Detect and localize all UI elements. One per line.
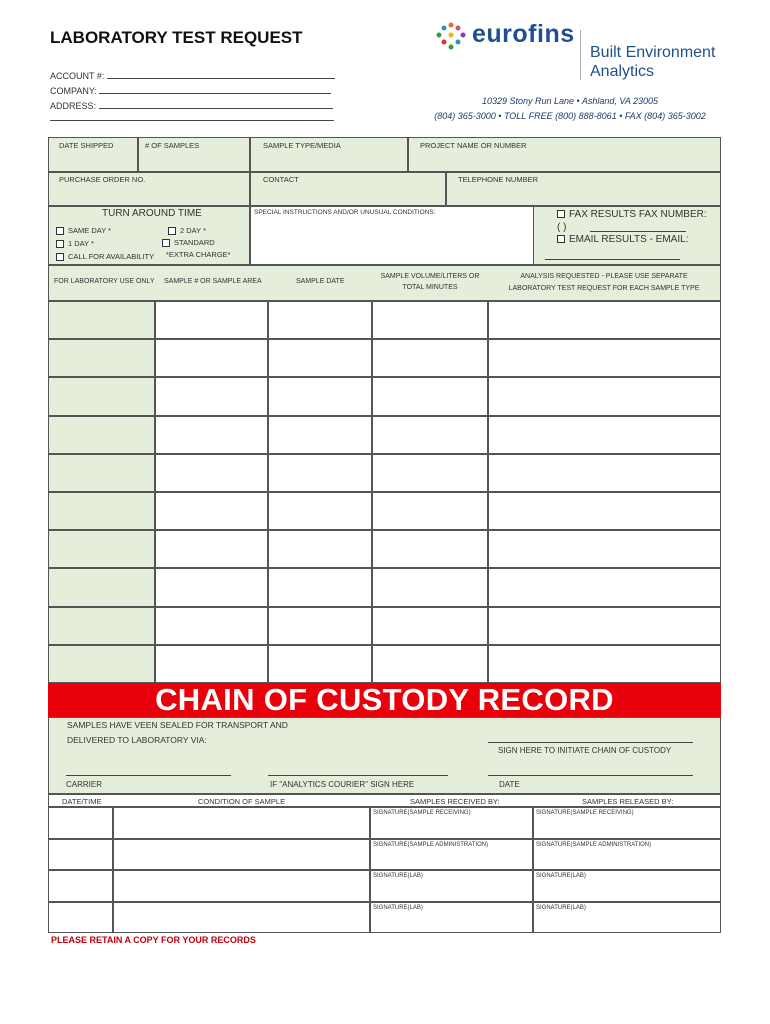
sample-entry-cell[interactable] [268, 492, 372, 530]
sample-entry-cell[interactable] [155, 377, 268, 415]
released-by-cell[interactable] [533, 807, 721, 839]
standard-label: STANDARD [174, 238, 215, 247]
sample-type-label: SAMPLE TYPE/MEDIA [263, 141, 341, 150]
signature-label: SIGNATURE(SAMPLE RECEIVING) [536, 810, 634, 816]
carrier-line[interactable] [66, 775, 231, 776]
condition-cell[interactable] [113, 902, 370, 934]
num-samples-label: # OF SAMPLES [145, 141, 200, 150]
sample-entry-cell[interactable] [372, 416, 488, 454]
datetime-cell[interactable] [48, 839, 113, 871]
signature-label: SIGNATURE(SAMPLE RECEIVING) [373, 810, 471, 816]
condition-header: CONDITION OF SAMPLE [198, 797, 286, 806]
sample-entry-cell[interactable] [155, 339, 268, 377]
sample-entry-cell[interactable] [155, 568, 268, 606]
purchase-order-label: PURCHASE ORDER NO. [59, 175, 146, 184]
address-label: ADDRESS: [50, 101, 97, 111]
sample-entry-cell[interactable] [268, 454, 372, 492]
analysis-requested-header: ANALYSIS REQUESTED - PLEASE USE SEPARATE LABORATORY TEST REQUEST FOR EACH SAMPLE TYPE [508, 273, 700, 292]
email-address-line[interactable] [545, 259, 680, 260]
standard-checkbox[interactable] [162, 239, 170, 247]
sample-entry-cell[interactable] [268, 301, 372, 339]
signature-label: SIGNATURE(LAB) [536, 904, 586, 911]
company-label: COMPANY: [50, 86, 97, 96]
tat-standard-option[interactable] [162, 238, 215, 247]
sample-entry-cell[interactable] [488, 645, 721, 683]
company-field[interactable] [50, 85, 331, 96]
datetime-header: DATE/TIME [62, 797, 102, 806]
lab-use-cell [48, 645, 155, 683]
received-by-cell[interactable] [370, 807, 533, 839]
email-results-option[interactable] [557, 234, 688, 245]
retain-copy-note: PLEASE RETAIN A COPY FOR YOUR RECORDS [51, 935, 256, 945]
extra-charge-note: *EXTRA CHARGE* [166, 250, 231, 259]
received-by-cell[interactable] [370, 870, 533, 902]
fax-paren: ( ) [557, 222, 567, 233]
sample-entry-cell[interactable] [372, 530, 488, 568]
lab-use-cell [48, 416, 155, 454]
signature-label: SIGNATURE(LAB) [373, 904, 423, 911]
fax-number-line[interactable] [590, 231, 686, 232]
email-results-checkbox[interactable] [557, 235, 565, 243]
call-availability-checkbox[interactable] [56, 253, 64, 261]
released-by-cell[interactable] [533, 839, 721, 871]
sample-entry-cell[interactable] [488, 377, 721, 415]
one-day-checkbox[interactable] [56, 240, 64, 248]
tat-same-day-option[interactable] [56, 226, 111, 235]
call-availability-label: CALL FOR AVAILABILITY [68, 252, 155, 261]
lab-use-cell [48, 530, 155, 568]
address-line-2[interactable] [50, 120, 334, 121]
two-day-label: 2 DAY * [180, 226, 206, 235]
sample-entry-cell[interactable] [488, 607, 721, 645]
sample-entry-cell[interactable] [488, 454, 721, 492]
same-day-checkbox[interactable] [56, 227, 64, 235]
lab-use-cell [48, 492, 155, 530]
sample-entry-cell[interactable] [372, 377, 488, 415]
sample-entry-cell[interactable] [155, 454, 268, 492]
sample-entry-cell[interactable] [155, 301, 268, 339]
contact-label: CONTACT [263, 175, 299, 184]
signature-label: SIGNATURE(LAB) [536, 873, 586, 879]
lab-use-header: FOR LABORATORY USE ONLY [54, 278, 155, 285]
telephone-label: TELEPHONE NUMBER [458, 175, 539, 184]
sample-entry-cell[interactable] [155, 645, 268, 683]
released-by-cell[interactable] [533, 870, 721, 902]
brand-subtitle-line2: Analytics [590, 63, 655, 80]
sample-entry-cell[interactable] [268, 377, 372, 415]
eurofins-logo-icon [435, 22, 467, 50]
account-input-line[interactable] [107, 70, 335, 79]
sample-entry-cell[interactable] [372, 454, 488, 492]
condition-cell[interactable] [113, 870, 370, 902]
sign-here-label: SIGN HERE TO INITIATE CHAIN OF CUSTODY [498, 746, 672, 755]
same-day-label: SAME DAY * [68, 226, 112, 235]
condition-cell[interactable] [113, 807, 370, 839]
sample-entry-cell[interactable] [372, 568, 488, 606]
released-by-cell[interactable] [533, 902, 721, 934]
custody-header-row [48, 794, 721, 807]
lab-use-cell [48, 568, 155, 606]
sample-entry-cell[interactable] [372, 301, 488, 339]
courier-sign-label: IF "ANALYTICS COURIER" SIGN HERE [270, 780, 415, 789]
received-by-cell[interactable] [370, 839, 533, 871]
lab-address-line2: (804) 365-3000 • TOLL FREE (800) 888-8061 • FAX (804) 365-3002 [434, 111, 706, 121]
released-by-header: SAMPLES RELEASED BY: [582, 797, 674, 806]
fax-results-option[interactable] [557, 209, 707, 220]
sample-entry-cell[interactable] [268, 568, 372, 606]
lab-use-cell [48, 301, 155, 339]
signature-label: SIGNATURE(SAMPLE ADMINISTRATION) [536, 841, 652, 848]
sample-entry-cell[interactable] [268, 607, 372, 645]
initiate-signature-line[interactable] [488, 742, 693, 743]
sample-entry-cell[interactable] [155, 492, 268, 530]
lab-use-cell [48, 339, 155, 377]
signature-label: SIGNATURE(SAMPLE ADMINISTRATION) [373, 841, 489, 848]
sealed-text: SAMPLES HAVE VEEN SEALED FOR TRANSPORT AND DELIVERED TO LABORATORY VIA: [67, 720, 288, 745]
sample-entry-cell[interactable] [268, 530, 372, 568]
sample-entry-cell[interactable] [488, 530, 721, 568]
sample-entry-cell[interactable] [488, 416, 721, 454]
two-day-checkbox[interactable] [168, 227, 176, 235]
received-by-header: SAMPLES RECEIVED BY: [410, 797, 500, 806]
lab-use-cell [48, 454, 155, 492]
sample-entry-cell[interactable] [488, 568, 721, 606]
chain-of-custody-banner: CHAIN OF CUSTODY RECORD [48, 683, 721, 717]
project-name-label: PROJECT NAME OR NUMBER [420, 141, 527, 150]
condition-cell[interactable] [113, 839, 370, 871]
lab-address-line1: 10329 Stony Run Lane • Ashland, VA 23005 [481, 96, 659, 106]
tat-call-option[interactable] [56, 252, 154, 261]
tat-2-day-option[interactable] [168, 226, 206, 235]
company-input-line[interactable] [99, 85, 331, 94]
account-label: ACCOUNT #: [50, 71, 105, 81]
sample-entry-cell[interactable] [488, 339, 721, 377]
special-instructions-label: SPECIAL INSTRUCTIONS AND/OR UNUSUAL CONDITIONS: [254, 209, 436, 216]
date-label: DATE [499, 780, 520, 789]
email-results-label: EMAIL RESULTS - EMAIL: [569, 234, 689, 245]
sample-area-header: SAMPLE # OR SAMPLE AREA [164, 278, 262, 285]
sample-entry-cell[interactable] [372, 339, 488, 377]
date-shipped-label: DATE SHIPPED [59, 141, 114, 150]
brand-name: eurofins [472, 20, 575, 48]
fax-results-checkbox[interactable] [557, 210, 565, 218]
sample-entry-cell[interactable] [488, 492, 721, 530]
sample-entry-cell[interactable] [268, 339, 372, 377]
account-field[interactable] [50, 70, 335, 81]
lab-use-cell [48, 607, 155, 645]
one-day-label: 1 DAY * [68, 239, 94, 248]
lab-address [420, 94, 720, 124]
signature-label: SIGNATURE(LAB) [373, 873, 423, 879]
sample-entry-cell[interactable] [488, 301, 721, 339]
tat-1-day-option[interactable] [56, 239, 94, 248]
datetime-cell[interactable] [48, 807, 113, 839]
brand-subtitle [590, 43, 715, 81]
turnaround-title: TURN AROUND TIME [102, 208, 202, 219]
fax-results-label: FAX RESULTS FAX NUMBER: [569, 209, 707, 220]
sample-entry-cell[interactable] [155, 416, 268, 454]
sample-entry-cell[interactable] [155, 607, 268, 645]
address-input-line[interactable] [99, 100, 333, 109]
address-field[interactable] [50, 100, 333, 111]
courier-signature-line[interactable] [268, 775, 448, 776]
sample-volume-header: SAMPLE VOLUME/LITERS OR TOTAL MINUTES [380, 273, 480, 291]
brand-subtitle-line1: Built Environment [590, 44, 716, 61]
form-title: LABORATORY TEST REQUEST [50, 28, 303, 47]
sample-entry-cell[interactable] [155, 530, 268, 568]
datetime-cell[interactable] [48, 870, 113, 902]
date-line[interactable] [488, 775, 693, 776]
sample-entry-cell[interactable] [372, 492, 488, 530]
received-by-cell[interactable] [370, 902, 533, 934]
datetime-cell[interactable] [48, 902, 113, 934]
sample-date-header: SAMPLE DATE [296, 278, 345, 285]
sample-entry-cell[interactable] [268, 645, 372, 683]
carrier-label: CARRIER [66, 780, 103, 789]
sample-entry-cell[interactable] [372, 645, 488, 683]
fax-number-field[interactable] [557, 222, 566, 233]
lab-use-cell [48, 377, 155, 415]
sample-entry-cell[interactable] [268, 416, 372, 454]
sample-entry-cell[interactable] [372, 607, 488, 645]
logo-divider [580, 30, 581, 80]
